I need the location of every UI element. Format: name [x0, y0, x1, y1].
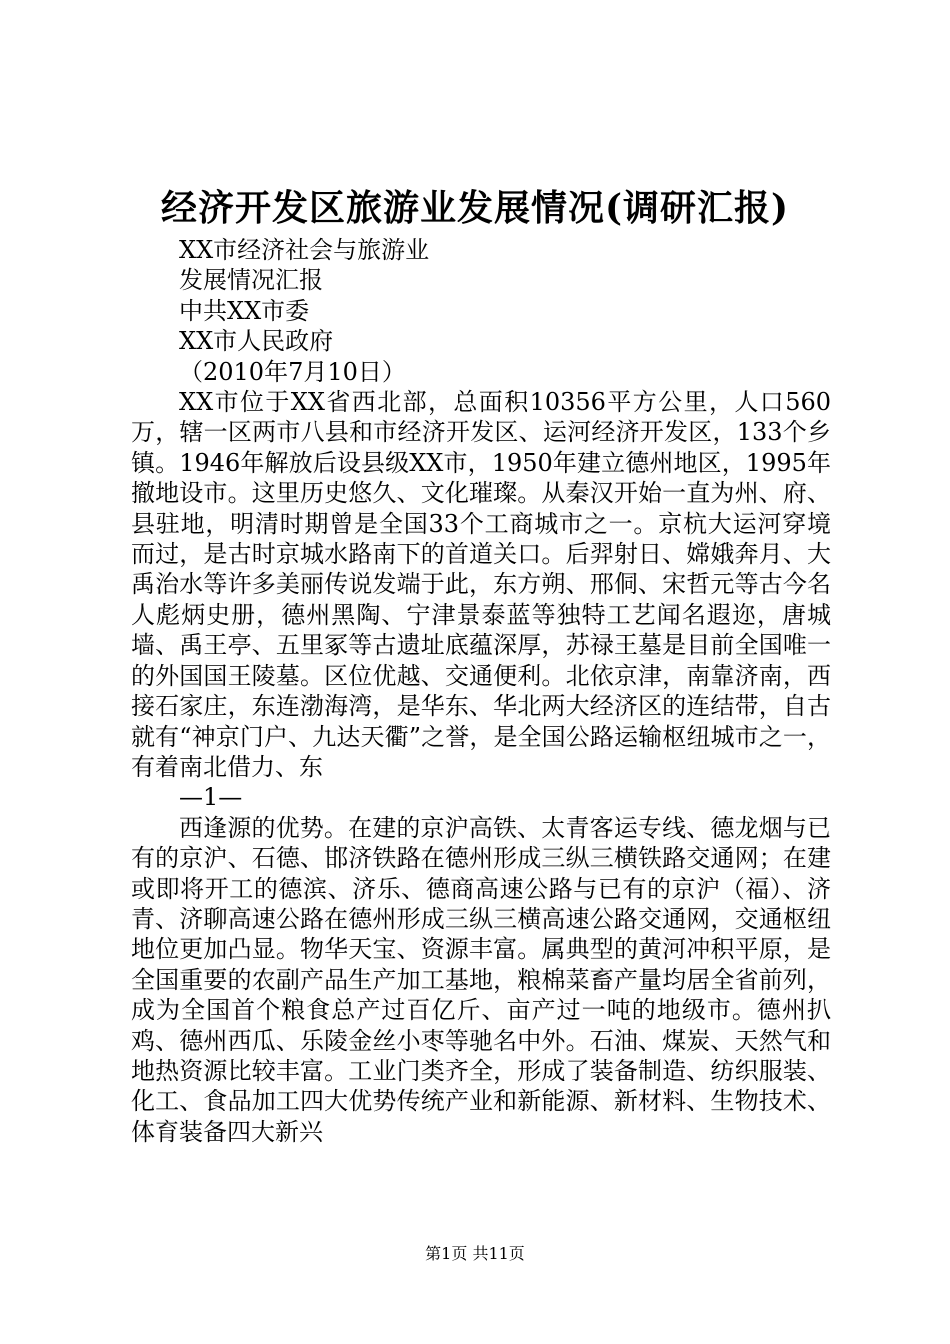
document-body: [131, 235, 831, 1147]
header-line-city-report: XX市经济社会与旅游业: [179, 236, 430, 264]
document-title: 经济开发区旅游业发展情况(调研汇报): [160, 187, 790, 229]
page-footer: 第1页 共11页: [425, 1244, 525, 1263]
header-line-date: （2010年7月10日）: [179, 357, 406, 386]
inline-page-marker: —1—: [179, 783, 243, 812]
header-line-party-committee: 中共XX市委: [179, 296, 310, 325]
paragraph-intro: XX市位于XX省西北部，总面积10356平方公里，人口560万，辖一区两市八县和市经济开发区、运河经济开发区，133个乡镇。1946年解放后设县级XX市，1950年建立德州地区，1995年撤地设市。这里历史悠久、文化璀璨。从秦汉开始一直为州、府、县驻地，明清时期曾是全国33个工商城市之一。京杭大运河穿境而过，是古时京城水路南下的首道关口。后羿射日、嫦娥奔月、大禹治水等许多美丽传说发端于此，东方朔、邢侗、宋哲元等古今名人彪炳史册，德州黑陶、宁津景泰蓝等独特工艺闻名遐迩，唐城墙、禹王亭、五里冢等古遗址底蕴深厚，苏禄王墓是目前全国唯一的外国国王陵墓。区位优越、交通便利。北依京津，南靠济南，西接石家庄，东连渤海湾，是华东、华北两大经济区的连结带，自古就有“神京门户、九达天衢”之誉，是全国公路运输枢纽城市之一，有着南北借力、东: [131, 388, 831, 781]
paragraph-continued: 西逢源的优势。在建的京沪高铁、太青客运专线、德龙烟与已有的京沪、石德、邯济铁路在德州形成三纵三横铁路交通网；在建或即将开工的德滨、济乐、德商高速公路与已有的京沪（福）、济青、济聊高速公路在德州形成三纵三横高速公路交通网，交通枢纽地位更加凸显。物华天宝、资源丰富。属典型的黄河冲积平原，是全国重要的农副产品生产加工基地，粮棉菜畜产量均居全省前列，成为全国首个粮食总产过百亿斤、亩产过一吨的地级市。德州扒鸡、德州西瓜、乐陵金丝小枣等驰名中外。石油、煤炭、天然气和地热资源比较丰富。工业门类齐全，形成了装备制造、纺织服装、化工、食品加工四大优势传统产业和新能源、新材料、生物技术、体育装备四大新兴: [131, 813, 831, 1146]
header-line-government: XX市人民政府: [179, 327, 334, 356]
header-line-report-type: 发展情况汇报: [179, 266, 323, 295]
